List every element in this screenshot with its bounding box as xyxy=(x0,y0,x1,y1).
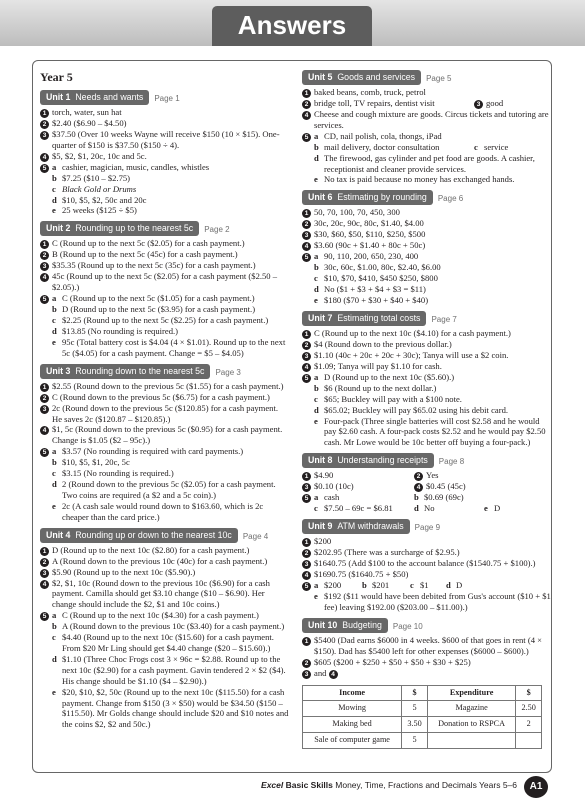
number-3-icon: 3 xyxy=(40,131,49,140)
unit-6-page: Page 6 xyxy=(437,194,464,204)
unit-10-header xyxy=(302,618,552,633)
number-4-icon: 4 xyxy=(302,363,311,372)
unit-10-page: Page 10 xyxy=(392,621,423,631)
unit-8-page: Page 8 xyxy=(438,457,465,467)
answer-item: 5 a $3.57 (No rounding is required with card payments.) b $10, $5, $1, 20c, 5c c $3.15 (No rounding is required.) d 2 (Round down to the previous 5c ($2.05) for a cash payment. Two coins are required (a $2 and a 5c coin).) e 2c (A cash sale would round down to $163.60, which is 2c cheaper than the card price.) xyxy=(40,446,290,522)
answer-item: 1 $2.55 (Round down to the previous 5c ($1.55) for a cash payment.) xyxy=(40,381,290,392)
answer-item: 4 Cheese and cough mixture are goods. Circus tickets and tutoring are services. xyxy=(302,109,552,131)
unit-6-title: Unit 6 Estimating by rounding xyxy=(302,190,433,205)
answer-item: 4 $1.09; Tanya will pay $1.10 for cash. xyxy=(302,361,552,372)
unit-9-page: Page 9 xyxy=(414,523,441,533)
unit-4-header xyxy=(40,528,290,543)
number-4-icon: 4 xyxy=(40,273,49,282)
answer-row: 1 $4.90 2 Yes xyxy=(302,470,552,481)
answer-item: 5 a 90, 110, 200, 650, 230, 400 b 30c, 60c, $1.00, 80c, $2.40, $6.00 c $10, $70, $410, $450 $250, $800 d No ($1 + $3 + $4 + $3 = $11) e $180 ($70 + $30 + $40 + $40) xyxy=(302,251,552,306)
unit-3-title: Unit 3 Rounding down to the nearest 5c xyxy=(40,364,210,379)
answer-item: 2 $4 (Round down to the previous dollar.) xyxy=(302,339,552,350)
number-3-icon: 3 xyxy=(40,405,49,414)
number-5-icon: 5 xyxy=(40,612,49,621)
table-row: Mowing 5 Magazine 2.50 xyxy=(303,701,542,717)
number-1-icon: 1 xyxy=(302,472,311,481)
answer-row: 2 bridge toll, TV repairs, dentist visit 3 good xyxy=(302,98,552,109)
page-footer xyxy=(0,776,585,798)
answer-item: 3 $30, $60, $50, $110, $250, $500 xyxy=(302,229,552,240)
number-1-icon: 1 xyxy=(40,383,49,392)
unit-5-title: Unit 5 Goods and services xyxy=(302,70,421,85)
answer-item: 3 $5.90 (Round up to the next 10c ($5.90).) xyxy=(40,567,290,578)
answer-item: 3 $1640.75 (Add $100 to the account balance ($1540.75 + $100).) xyxy=(302,558,552,569)
unit-1-page: Page 1 xyxy=(154,94,180,103)
table-row: Sale of computer game 5 xyxy=(303,733,542,749)
answer-item: 1 C (Round up to the next 5c ($2.05) for a cash payment.) xyxy=(40,238,290,249)
answer-item: 5 a C (Round up to the next 10c ($4.30) for a cash payment.) b A (Round down to the previous 10c ($3.40) for a cash payment.) c $4.40 (Round up to the next 10c ($15.60) for a cash payment. From $20 Mr Ling should get $4.40 change ($20 – $15.60).) d $1.10 (Three Choc Frogs cost 3 × 96c = $2.88. Round up to the next 10c ($2.90) for a cash payment. Gavin tendered 2 × $2 ($4). His change should be $1.10 ($4 – $2.90).) e $20, $10, $2, 50c (Round up to the next 10c ($115.50) for a cash payment. Change from $150 (3 × $50) would be $34.50 ($150 – $115.50). Mr Golds change should include $20 and $10 notes and the coins $2, $2 and 50c.) xyxy=(40,610,290,730)
number-1-icon: 1 xyxy=(302,637,311,646)
number-2-icon: 2 xyxy=(302,341,311,350)
unit-10-title: Unit 10 Budgeting xyxy=(302,618,388,633)
unit-1-header xyxy=(40,90,290,105)
number-2-icon: 2 xyxy=(302,100,311,109)
unit-7-title: Unit 7 Estimating total costs xyxy=(302,311,426,326)
number-5-icon: 5 xyxy=(302,133,311,142)
right-column xyxy=(302,70,552,749)
unit-7-header xyxy=(302,311,552,326)
answer-item: 5 a cashier, magician, music, candles, whistles b $7.25 ($10 – $2.75) c Black Gold or Drums d $10, $5, $2, 50c and 20c e 25 weeks ($125 ÷ $5) xyxy=(40,162,290,217)
answer-item: 3 2c (Round down to the previous 5c ($120.85) for a cash payment. He saves 2c ($120.87 – $120.85).) xyxy=(40,403,290,425)
answer-item: 4 $2, $1, 10c (Round down to the previous 10c ($6.90) for a cash payment. Camilla should get $3.10 change ($10 – $6.90). Her change should include the $2, $1 and 10c coins.) xyxy=(40,578,290,611)
answer-item: 1 C (Round up to the next 10c ($4.10) for a cash payment.) xyxy=(302,328,552,339)
number-1-icon: 1 xyxy=(302,89,311,98)
number-2-icon: 2 xyxy=(40,251,49,260)
answer-item: 5 a D (Round up to the next 10c ($5.60).) b $6 (Round up to the next dollar.) c $65; Buckley will pay with a $100 note. d $65.02; Buckley will pay $65.02 using his debit card. e Four-pack (Three single batteries will cost $2.58 and he would pay $2.60 cash. A four-pack costs $2.52 and he would pay $2.50 cash. Mr Lowe would be 10c better off buying a four-pack.) xyxy=(302,372,552,448)
answer-item: 4 $3.60 (90c + $1.40 + 80c + 50c) xyxy=(302,240,552,251)
number-4-icon: 4 xyxy=(302,242,311,251)
answer-item: 2 C (Round down to the previous 5c ($6.75) for a cash payment.) xyxy=(40,392,290,403)
table-row: Making bed 3.50 Donation to RSPCA 2 xyxy=(303,717,542,733)
answer-item: 5 a CD, nail polish, cola, thongs, iPad b mail delivery, doctor consultation c service d The firewood, gas cylinder and pet food are goods. A cashier, receptionist and cleaner provide services. e No tax is paid because no money has exchanged hands. xyxy=(302,131,552,186)
answer-item: 3 and 4 xyxy=(302,668,552,679)
answer-item: 4 45c (Round up to the next 5c ($2.05) for a cash payment ($2.50 – $2.05).) xyxy=(40,271,290,293)
number-5-icon: 5 xyxy=(40,295,49,304)
page-number-badge: A1 xyxy=(524,776,548,798)
unit-9-header xyxy=(302,519,552,534)
number-2-icon: 2 xyxy=(40,120,49,129)
unit-2-header xyxy=(40,221,290,236)
number-5-icon: 5 xyxy=(40,164,49,173)
number-4-icon: 4 xyxy=(302,571,311,580)
answer-item: 2 B (Round up to the next 5c (45c) for a cash payment.) xyxy=(40,249,290,260)
footer-text: Excel Basic Skills Money, Time, Fractions and Decimals Years 5–6 xyxy=(261,780,517,790)
answer-item: 4 $5, $2, $1, 20c, 10c and 5c. xyxy=(40,151,290,162)
number-1-icon: 1 xyxy=(40,547,49,556)
number-2-icon: 2 xyxy=(40,394,49,403)
number-2-icon: 2 xyxy=(414,472,423,481)
answer-item: 2 $202.95 (There was a surcharge of $2.95.) xyxy=(302,547,552,558)
answer-item: 3 $1.10 (40c + 20c + 20c + 30c); Tanya will use a $2 coin. xyxy=(302,350,552,361)
number-4-icon: 4 xyxy=(40,426,49,435)
unit-2-page: Page 2 xyxy=(204,225,230,235)
unit-4-title: Unit 4 Rounding up or down to the nearest 10c xyxy=(40,528,238,543)
answer-item: 5 a cash b $0.69 (69c) c $7.50 – 69c = $6.81 d No e D xyxy=(302,492,552,514)
unit-5-header xyxy=(302,70,552,85)
unit-2-title: Unit 2 Rounding up to the nearest 5c xyxy=(40,221,199,236)
number-3-icon: 3 xyxy=(302,483,311,492)
unit-8-header xyxy=(302,453,552,468)
answer-item: 1 $200 xyxy=(302,536,552,547)
number-1-icon: 1 xyxy=(302,538,311,547)
answer-item: 4 $1, 5c (Round down to the previous 5c ($0.95) for a cash payment. Change is $1.05 ($2 – 95c).) xyxy=(40,424,290,446)
number-2-icon: 2 xyxy=(302,220,311,229)
number-4-icon: 4 xyxy=(40,580,49,589)
number-3-icon: 3 xyxy=(302,352,311,361)
number-3-icon: 3 xyxy=(474,100,483,109)
answer-item: 1 50, 70, 100, 70, 450, 300 xyxy=(302,207,552,218)
answer-item: 5 a C (Round up to the next 5c ($1.05) for a cash payment.) b D (Round up to the next 5c ($3.95) for a cash payment.) c $2.25 (Round up to the next 5c ($2.25) for a cash payment.) d $13.85 (No rounding is required.) e 95c (Total battery cost is $4.04 (4 × $1.01). Round up to the next 5c ($4.05) for a cash payment. Change = $5 – $4.05) xyxy=(40,293,290,358)
number-5-icon: 5 xyxy=(302,374,311,383)
number-5-icon: 5 xyxy=(302,253,311,262)
number-4-icon: 4 xyxy=(302,111,311,120)
number-4-icon: 4 xyxy=(40,153,49,162)
unit-9-title: Unit 9 ATM withdrawals xyxy=(302,519,410,534)
left-column xyxy=(40,70,290,730)
answer-item: 1 baked beans, comb, truck, petrol xyxy=(302,87,552,98)
number-1-icon: 1 xyxy=(40,240,49,249)
answer-row: 3 $0.10 (10c) 4 $0.45 (45c) xyxy=(302,481,552,492)
unit-8-title: Unit 8 Understanding receipts xyxy=(302,453,434,468)
number-2-icon: 2 xyxy=(302,659,311,668)
number-3-icon: 3 xyxy=(302,670,311,679)
unit-3-header xyxy=(40,364,290,379)
page-header xyxy=(0,0,585,46)
unit-5-page: Page 5 xyxy=(426,74,452,83)
answer-item: 1 torch, water, sun hat xyxy=(40,107,290,118)
number-2-icon: 2 xyxy=(302,549,311,558)
unit-4-page: Page 4 xyxy=(242,531,269,541)
answer-item: 3 $37.50 (Over 10 weeks Wayne will receive $150 (10 × $15). One-quarter of $150 is $37.50 ($150 ÷ 4). xyxy=(40,129,290,151)
table-header-row: Income $ Expenditure $ xyxy=(303,685,542,701)
answer-item: 5 a $200 b $201 c $1 d D e $192 ($11 would have been debited from Gus's account ($10 + $1 fee) leaving $192.00 ($203.00 – $11.00).) xyxy=(302,580,552,613)
answer-item: 3 $35.35 (Round up to the next 5c (35c) for a cash payment.) xyxy=(40,260,290,271)
answer-item: 2 30c, 20c, 90c, 80c, $1.40, $4.00 xyxy=(302,218,552,229)
number-3-icon: 3 xyxy=(302,231,311,240)
answer-item: 1 $5400 (Dad earns $6000 in 4 weeks. $600 of that goes in rent (4 × $150). Dad has $5400 left for other expenses ($6000 – $600).) xyxy=(302,635,552,657)
number-4-icon: 4 xyxy=(414,483,423,492)
budget-table xyxy=(302,685,542,750)
number-4-icon: 4 xyxy=(329,670,338,679)
number-3-icon: 3 xyxy=(40,262,49,271)
number-2-icon: 2 xyxy=(40,558,49,567)
page-title: Answers xyxy=(212,6,372,46)
unit-1-title: Unit 1 Needs and wants xyxy=(40,90,149,105)
unit-3-page: Page 3 xyxy=(215,367,241,377)
number-3-icon: 3 xyxy=(40,569,49,578)
unit-7-page: Page 7 xyxy=(431,314,457,324)
answer-item: 2 $605 ($200 + $250 + $50 + $50 + $30 + $25) xyxy=(302,657,552,668)
answer-item: 2 $2.40 ($6.90 – $4.50) xyxy=(40,118,290,129)
unit-6-header xyxy=(302,190,552,205)
number-5-icon: 5 xyxy=(302,494,311,503)
answer-item: 4 $1690.75 ($1640.75 + $50) xyxy=(302,569,552,580)
answer-item: 2 A (Round down to the previous 10c (40c) for a cash payment.) xyxy=(40,556,290,567)
number-1-icon: 1 xyxy=(40,109,49,118)
number-5-icon: 5 xyxy=(302,582,311,591)
number-5-icon: 5 xyxy=(40,448,49,457)
number-1-icon: 1 xyxy=(302,330,311,339)
number-1-icon: 1 xyxy=(302,209,311,218)
year-heading: Year 5 xyxy=(40,70,73,84)
number-3-icon: 3 xyxy=(302,560,311,569)
answer-item: 1 D (Round up to the next 10c ($2.80) for a cash payment.) xyxy=(40,545,290,556)
